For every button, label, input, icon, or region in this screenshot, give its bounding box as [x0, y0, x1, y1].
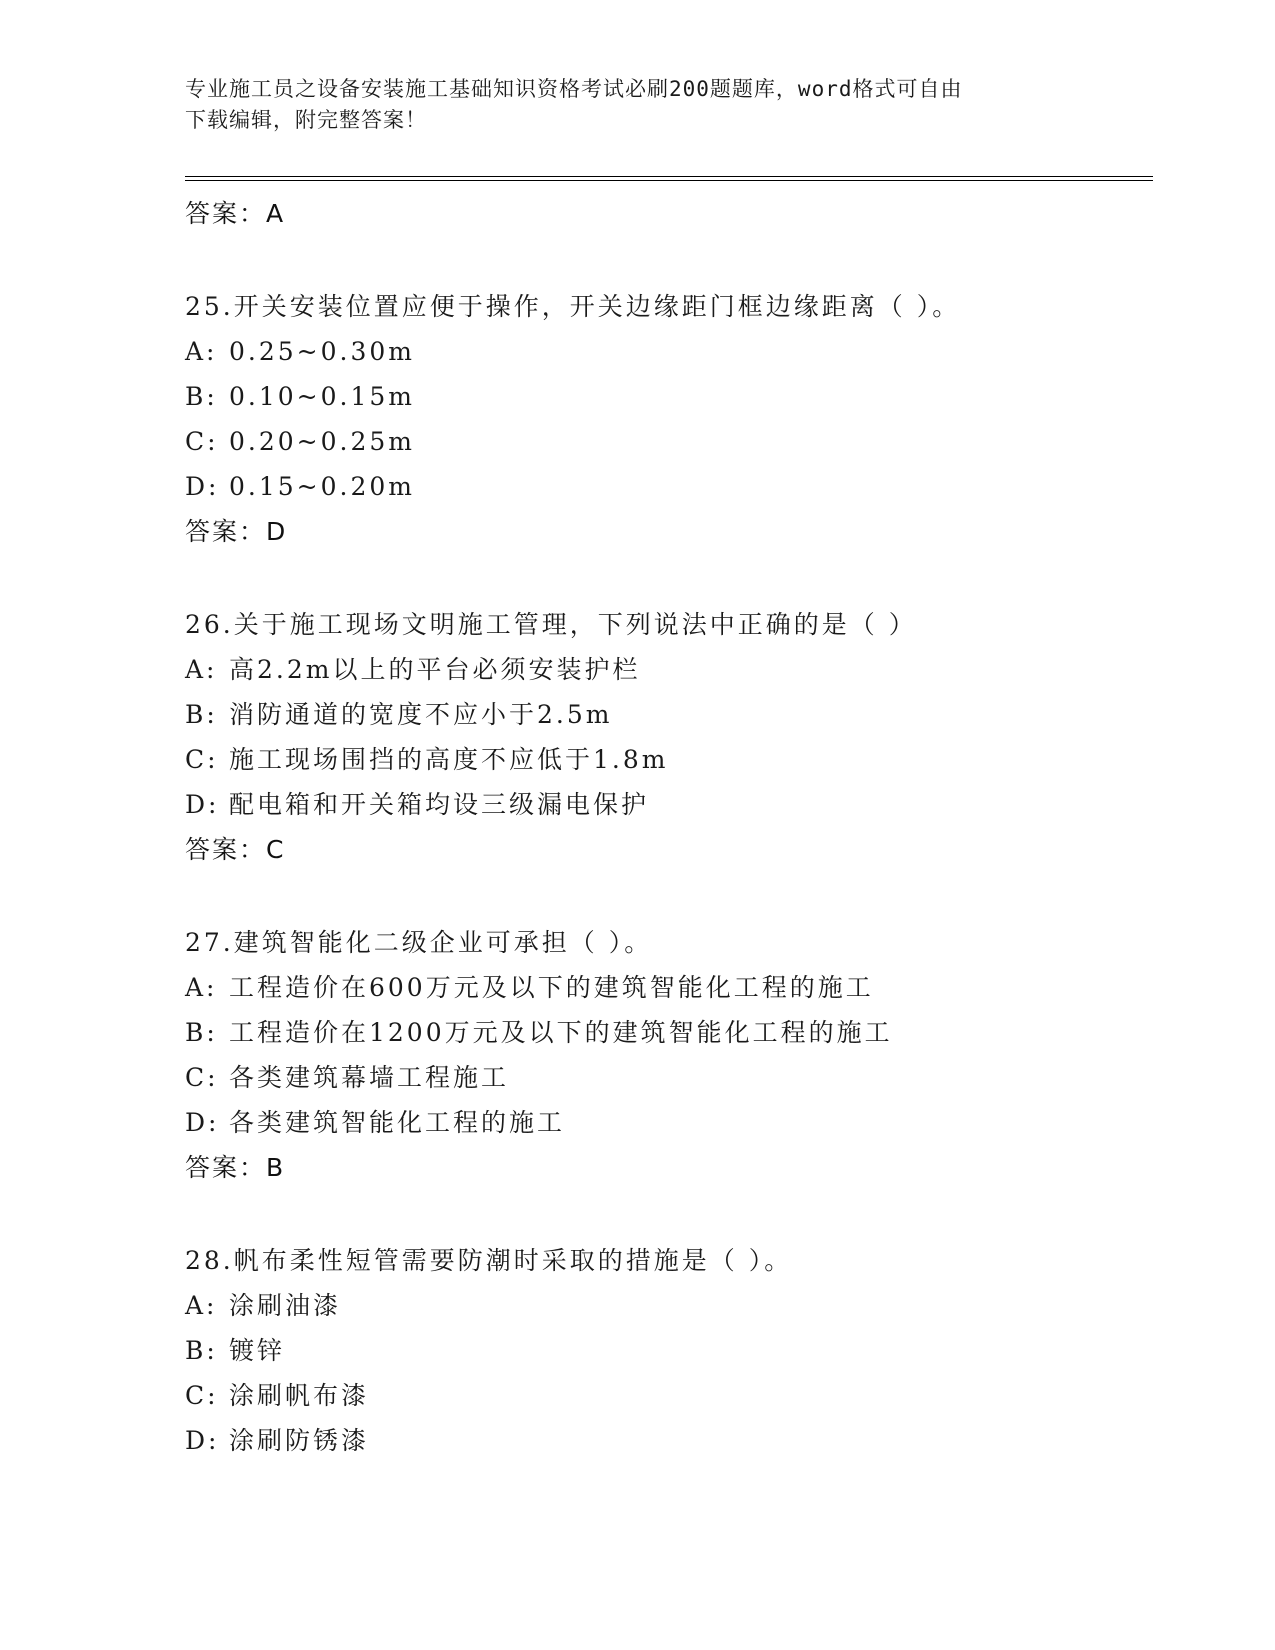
option-text: 各类建筑幕墙工程施工	[229, 1063, 510, 1092]
header-divider	[185, 176, 1153, 181]
question-25	[185, 284, 1145, 555]
option-key: B:	[185, 700, 218, 729]
option-text: 0.20~0.25m	[229, 427, 415, 456]
option-key: D:	[185, 472, 220, 501]
option-text: 工程造价在600万元及以下的建筑智能化工程的施工	[229, 973, 874, 1002]
option-key: C:	[185, 745, 219, 774]
question-list	[185, 191, 1145, 1463]
option-key: A:	[185, 337, 218, 366]
option-key: C:	[185, 1063, 219, 1092]
option-key: B:	[185, 1336, 218, 1365]
question-stem: 27.建筑智能化二级企业可承担（ ）。	[185, 928, 653, 957]
option-key: D:	[185, 790, 220, 819]
option-key: D:	[185, 1108, 220, 1137]
answer-line: 答案：D	[185, 517, 288, 546]
question-27	[185, 920, 1145, 1191]
question-28	[185, 1238, 1145, 1463]
option-text: 0.25~0.30m	[229, 337, 415, 366]
option-text: 涂刷帆布漆	[229, 1381, 370, 1410]
option-a	[185, 965, 1145, 1010]
question-26	[185, 602, 1145, 873]
option-b	[185, 692, 1145, 737]
option-key: B:	[185, 382, 218, 411]
header-note	[185, 74, 1065, 136]
option-b	[185, 1010, 1145, 1055]
option-c	[185, 1373, 1145, 1418]
option-text: 各类建筑智能化工程的施工	[229, 1108, 566, 1137]
option-key: C:	[185, 1381, 219, 1410]
option-text: 0.15~0.20m	[229, 472, 415, 501]
option-text: 消防通道的宽度不应小于2.5m	[229, 700, 613, 729]
option-text: 0.10~0.15m	[229, 382, 415, 411]
option-text: 涂刷油漆	[229, 1291, 342, 1320]
option-key: A:	[185, 655, 218, 684]
option-key: D:	[185, 1426, 220, 1455]
option-d	[185, 464, 1145, 509]
option-b	[185, 1328, 1145, 1373]
option-key: A:	[185, 973, 218, 1002]
option-text: 高2.2m以上的平台必须安装护栏	[229, 655, 641, 684]
option-b	[185, 374, 1145, 419]
question-stem: 28.帆布柔性短管需要防潮时采取的措施是（ ）。	[185, 1246, 793, 1275]
option-key: B:	[185, 1018, 218, 1047]
option-d	[185, 1100, 1145, 1145]
option-text: 工程造价在1200万元及以下的建筑智能化工程的施工	[229, 1018, 893, 1047]
answer-line: 答案：B	[185, 1153, 286, 1182]
option-a	[185, 1283, 1145, 1328]
option-c	[185, 419, 1145, 464]
answer-line: 答案：C	[185, 835, 286, 864]
option-c	[185, 1055, 1145, 1100]
previous-answer: 答案：A	[185, 199, 286, 228]
option-d	[185, 1418, 1145, 1463]
option-d	[185, 782, 1145, 827]
option-key: C:	[185, 427, 219, 456]
option-text: 施工现场围挡的高度不应低于1.8m	[229, 745, 669, 774]
question-stem: 25.开关安装位置应便于操作，开关边缘距门框边缘距离（ ）。	[185, 292, 961, 321]
option-a	[185, 647, 1145, 692]
option-text: 涂刷防锈漆	[229, 1426, 370, 1455]
question-stem: 26.关于施工现场文明施工管理，下列说法中正确的是（ ）	[185, 610, 917, 639]
header-note-line-2: 下载编辑，附完整答案！	[185, 108, 427, 132]
header-note-line-1: 专业施工员之设备安装施工基础知识资格考试必刷200题题库，word格式可自由	[185, 77, 963, 101]
option-text: 镀锌	[229, 1336, 286, 1365]
option-text: 配电箱和开关箱均设三级漏电保护	[229, 790, 650, 819]
option-c	[185, 737, 1145, 782]
option-a	[185, 329, 1145, 374]
option-key: A:	[185, 1291, 218, 1320]
